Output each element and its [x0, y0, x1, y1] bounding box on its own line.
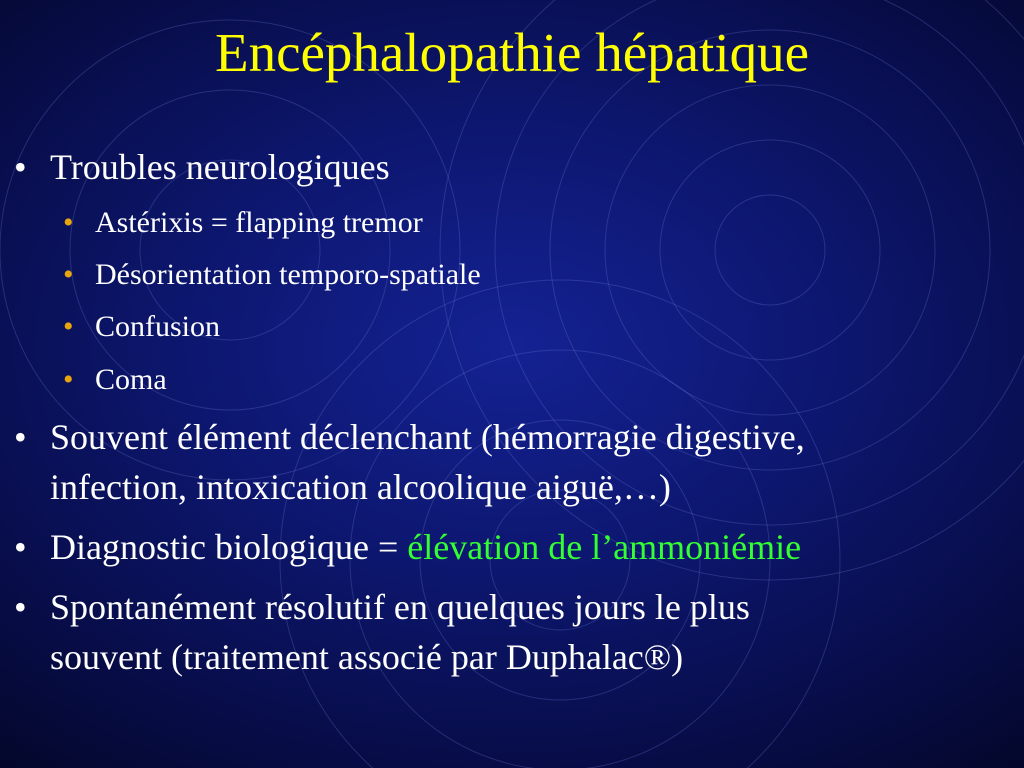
bullet-text-plain: Diagnostic biologique =: [50, 527, 408, 567]
bullet-text: infection, intoxication alcoolique aiguë,…): [50, 467, 671, 507]
bullet-text: Troubles neurologiques: [50, 147, 390, 187]
sub-bullet-marker: •: [63, 363, 74, 396]
bullet-text: [50, 523, 801, 571]
bullet-marker: •: [14, 417, 27, 457]
bullet-text: souvent (traitement associé par Duphalac®): [50, 637, 684, 677]
sub-bullet-marker: •: [63, 206, 74, 239]
sub-bullet-text: Désorientation temporo-spatiale: [95, 258, 481, 291]
bullet-text: Spontanément résolutif en quelques jours le plus: [50, 587, 750, 627]
bullet-marker: •: [14, 527, 27, 567]
bullet-marker: •: [14, 587, 27, 627]
sub-bullet-text: Astérixis = flapping tremor: [95, 206, 423, 239]
bullet-marker: •: [14, 147, 27, 187]
sub-bullet-marker: •: [63, 310, 74, 343]
sub-bullet-text: Coma: [95, 363, 167, 396]
slide-title: Encéphalopathie hépatique: [214, 22, 810, 83]
sub-bullet-marker: •: [63, 258, 74, 291]
highlighted-text: élévation de l’ammoniémie: [407, 527, 802, 567]
bullet-text: Souvent élément déclenchant (hémorragie digestive,: [50, 417, 805, 457]
sub-bullet-text: Confusion: [95, 310, 221, 343]
